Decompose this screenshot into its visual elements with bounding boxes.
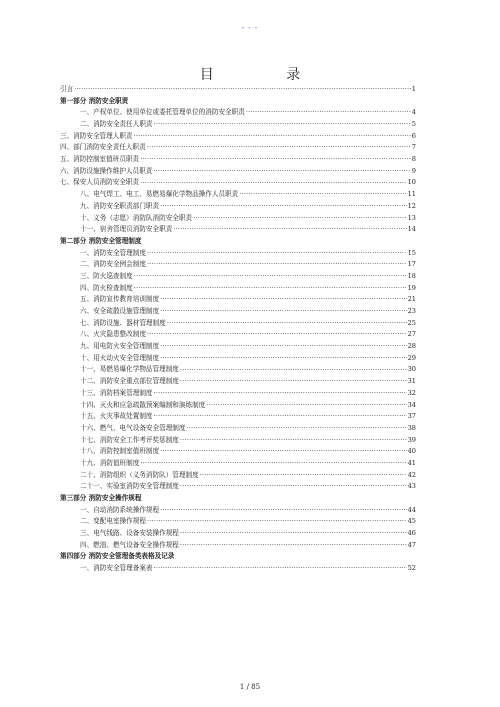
toc-page-number: 18 <box>407 271 416 280</box>
toc-page-number: 30 <box>407 365 416 374</box>
toc-entry-label: 九、消防安全职责部门职责 <box>80 201 160 210</box>
toc-section-heading[interactable] <box>60 96 416 108</box>
toc-entry-label: 二、变配电室操作规程 <box>80 517 146 526</box>
toc-leader-dots <box>140 154 411 166</box>
toc-leader-dots <box>74 84 411 96</box>
toc-entry-label: 十八、消防控制室值班制度 <box>80 447 160 456</box>
toc-entry[interactable] <box>60 481 416 493</box>
toc-entry[interactable] <box>60 329 416 341</box>
toc-entry-label: 第一部分 消防安全职责 <box>60 96 129 105</box>
toc-entry-label: 二、消防安全例会制度 <box>80 260 146 269</box>
toc-leader-dots <box>134 131 411 143</box>
toc-page-number: 12 <box>407 201 416 210</box>
toc-leader-dots <box>147 259 407 271</box>
toc-page-number: 10 <box>407 178 416 187</box>
toc-page-number: 21 <box>407 295 416 304</box>
toc-entry-label: 九、用电防火安全管理制度 <box>80 342 160 351</box>
toc-entry-label: 二、消防安全责任人职责 <box>80 120 153 129</box>
toc-page-number: 4 <box>411 108 416 117</box>
toc-leader-dots <box>160 505 406 517</box>
toc-leader-dots <box>154 388 407 400</box>
toc-entry-label: 第四部分 消防安全管理备类表格及记录 <box>60 552 175 561</box>
toc-entry[interactable] <box>60 341 416 353</box>
toc-leader-dots <box>160 353 406 365</box>
toc-entry[interactable] <box>60 154 416 166</box>
toc-entry-label: 二十一、实验室消防安全管理制度 <box>80 482 179 491</box>
toc-entry[interactable] <box>60 283 416 295</box>
toc-entry-label: 五、消防宣传教育培训制度 <box>80 295 160 304</box>
toc-entry[interactable] <box>60 423 416 435</box>
toc-entry[interactable] <box>60 388 416 400</box>
toc-entry-label: 三、消防安全管理人职责 <box>60 131 133 140</box>
toc-page-number: 41 <box>407 458 416 467</box>
toc-leader-dots <box>206 400 406 412</box>
toc-entry-label: 十五、火灾事故处置制度 <box>80 412 153 421</box>
toc-entry[interactable] <box>60 505 416 517</box>
toc-entry[interactable] <box>60 528 416 540</box>
toc-entry[interactable] <box>60 259 416 271</box>
toc-entry[interactable] <box>60 119 416 131</box>
toc-page-number: 9 <box>411 166 416 175</box>
toc-entry-label: 十四、灭火和应急疏散预案编制和演练制度 <box>80 400 206 409</box>
toc-entry[interactable] <box>60 248 416 260</box>
toc-leader-dots <box>160 446 406 458</box>
toc-leader-dots <box>160 341 406 353</box>
toc-page-number: 52 <box>407 564 416 573</box>
toc-leader-dots <box>246 107 411 119</box>
toc-leader-dots <box>134 283 407 295</box>
toc-entry[interactable] <box>60 470 416 482</box>
toc-page-number: 40 <box>407 447 416 456</box>
toc-leader-dots <box>147 329 407 341</box>
toc-page-number: 38 <box>407 423 416 432</box>
toc-entry[interactable] <box>60 84 416 96</box>
toc-entry-label: 十六、燃气、电气设备安全管理制度 <box>80 423 186 432</box>
toc-entry-label: 第三部分 消防安全操作规程 <box>60 494 142 503</box>
toc-page-number: 1 <box>411 84 416 93</box>
toc-entry[interactable] <box>60 353 416 365</box>
toc-entry[interactable] <box>60 435 416 447</box>
toc-entry-label: 第二部分 消防安全管理制度 <box>60 236 142 245</box>
toc-entry-label: 二十、消防组织（义务消防队）管理制度 <box>80 470 199 479</box>
toc-page-number: 19 <box>407 283 416 292</box>
toc-entry-label: 十、义务（志愿）消防队消防安全职责 <box>80 213 193 222</box>
toc-page-number: 45 <box>407 517 416 526</box>
toc-leader-dots <box>134 271 407 283</box>
toc-leader-dots <box>180 435 407 447</box>
toc-entry[interactable] <box>60 318 416 330</box>
toc-page-number: 39 <box>407 435 416 444</box>
toc-page-number: 14 <box>407 225 416 234</box>
toc-leader-dots <box>160 306 406 318</box>
toc-leader-dots <box>180 365 407 377</box>
toc-entry[interactable] <box>60 516 416 528</box>
toc-leader-dots <box>160 201 406 213</box>
toc-page-number: 29 <box>407 353 416 362</box>
toc-leader-dots <box>239 189 406 201</box>
toc-entry-label: 一、消防安全管理制度 <box>80 248 146 257</box>
toc-page-number: 43 <box>407 482 416 491</box>
toc-page-number: 25 <box>407 318 416 327</box>
toc-leader-dots <box>167 318 407 330</box>
toc-leader-dots <box>160 294 406 306</box>
toc-entry[interactable] <box>60 131 416 143</box>
toc-entry-label: 六、安全疏散设施管理制度 <box>80 307 160 316</box>
toc-entry-label: 四、部门消防安全责任人职责 <box>60 143 146 152</box>
toc-entry-label: 十七、消防安全工作考评奖惩制度 <box>80 435 179 444</box>
toc-entry-label: 八、电气焊工、电工、易燃易爆化学物品操作人员职责 <box>80 190 239 199</box>
toc-page-number: 23 <box>407 307 416 316</box>
toc-page-number: 15 <box>407 248 416 257</box>
toc-leader-dots <box>153 166 410 178</box>
toc-entry-label: 十一、易燃易爆化学物品管理制度 <box>80 365 179 374</box>
toc-entry[interactable] <box>60 224 416 236</box>
toc-page-number: 47 <box>407 540 416 549</box>
toc-entry[interactable] <box>60 166 416 178</box>
toc-leader-dots <box>154 411 407 423</box>
toc-page-number: 34 <box>407 400 416 409</box>
toc-leader-dots <box>154 119 411 131</box>
toc-leader-dots <box>140 458 406 470</box>
toc-entry[interactable] <box>60 365 416 377</box>
toc-entry-label: 一、产权单位、使用单位或委托管理单位的消防安全职责 <box>80 108 245 117</box>
toc-page-number: 6 <box>411 131 416 140</box>
toc-entry-label: 三、防火巡查制度 <box>80 271 133 280</box>
toc-page-number: 31 <box>407 377 416 386</box>
toc-section-heading[interactable] <box>60 493 416 505</box>
toc-leader-dots <box>193 213 407 225</box>
toc-entry-label: 四、防火检查制度 <box>80 283 133 292</box>
toc-page-number: 37 <box>407 412 416 421</box>
toc-entry-label: 四、燃油、燃气设备安全操作规程 <box>80 540 179 549</box>
toc-entry-label: 十二、消防安全重点部位管理制度 <box>80 377 179 386</box>
toc-entry[interactable] <box>60 189 416 201</box>
table-of-contents <box>60 84 416 575</box>
toc-leader-dots <box>187 423 407 435</box>
page-number-footer: 1 / 85 <box>239 683 261 691</box>
toc-entry[interactable] <box>60 107 416 119</box>
toc-leader-dots <box>147 142 411 154</box>
toc-leader-dots <box>180 540 407 552</box>
toc-page-number: 11 <box>407 190 416 199</box>
toc-leader-dots <box>147 248 407 260</box>
toc-page-number: 7 <box>411 143 416 152</box>
toc-entry[interactable] <box>60 142 416 154</box>
toc-page-number: 46 <box>407 529 416 538</box>
toc-entry-label: 一、自动消防系统操作规程 <box>80 505 160 514</box>
toc-entry-label: 引言 <box>60 84 74 93</box>
toc-entry-label: 七、消防设施、器材管理制度 <box>80 318 166 327</box>
toc-section-heading[interactable] <box>60 236 416 248</box>
toc-entry-label: 三、电气线路、设备安装操作规程 <box>80 529 179 538</box>
toc-entry[interactable] <box>60 294 416 306</box>
toc-entry[interactable] <box>60 178 416 190</box>
toc-entry[interactable] <box>60 563 416 575</box>
toc-entry[interactable] <box>60 458 416 470</box>
toc-entry-label: 十一、宿舍管理员消防安全职责 <box>80 225 173 234</box>
toc-entry[interactable] <box>60 376 416 388</box>
toc-entry-label: 五、消防控制室值班员职责 <box>60 155 140 164</box>
toc-leader-dots <box>147 516 407 528</box>
toc-entry-label: 十九、消防值班制度 <box>80 458 140 467</box>
toc-entry-label: 六、消防设施操作维护人员职责 <box>60 166 153 175</box>
toc-page-number: 17 <box>407 260 416 269</box>
toc-leader-dots <box>180 481 407 493</box>
toc-leader-dots <box>200 470 407 482</box>
toc-entry[interactable] <box>60 400 416 412</box>
toc-page-number: 13 <box>407 213 416 222</box>
toc-leader-dots <box>140 178 406 190</box>
toc-entry[interactable] <box>60 446 416 458</box>
toc-entry-label: 七、保安人员消防安全职责 <box>60 178 140 187</box>
toc-entry[interactable] <box>60 271 416 283</box>
toc-entry[interactable] <box>60 540 416 552</box>
toc-section-heading[interactable] <box>60 552 416 564</box>
toc-page-number: 8 <box>411 155 416 164</box>
toc-entry-label: 十三、消防档案管理制度 <box>80 388 153 397</box>
toc-page-number: 27 <box>407 330 416 339</box>
page-title: 目 录 <box>199 67 335 83</box>
toc-entry[interactable] <box>60 213 416 225</box>
toc-entry-label: 一、消防安全管理备案表 <box>80 564 153 573</box>
toc-page-number: 28 <box>407 342 416 351</box>
toc-entry[interactable] <box>60 411 416 423</box>
toc-leader-dots <box>173 224 406 236</box>
toc-leader-dots <box>180 376 407 388</box>
toc-page-number: 32 <box>407 388 416 397</box>
toc-leader-dots <box>180 528 407 540</box>
toc-entry-label: 十、用火动火安全管理制度 <box>80 353 160 362</box>
toc-page-number: 5 <box>411 120 416 129</box>
toc-entry[interactable] <box>60 306 416 318</box>
header-mark: - - - <box>241 24 259 32</box>
toc-entry[interactable] <box>60 201 416 213</box>
toc-leader-dots <box>154 563 407 575</box>
toc-entry-label: 八、火灾隐患整改制度 <box>80 330 146 339</box>
toc-page-number: 44 <box>407 505 416 514</box>
toc-page-number: 42 <box>407 470 416 479</box>
